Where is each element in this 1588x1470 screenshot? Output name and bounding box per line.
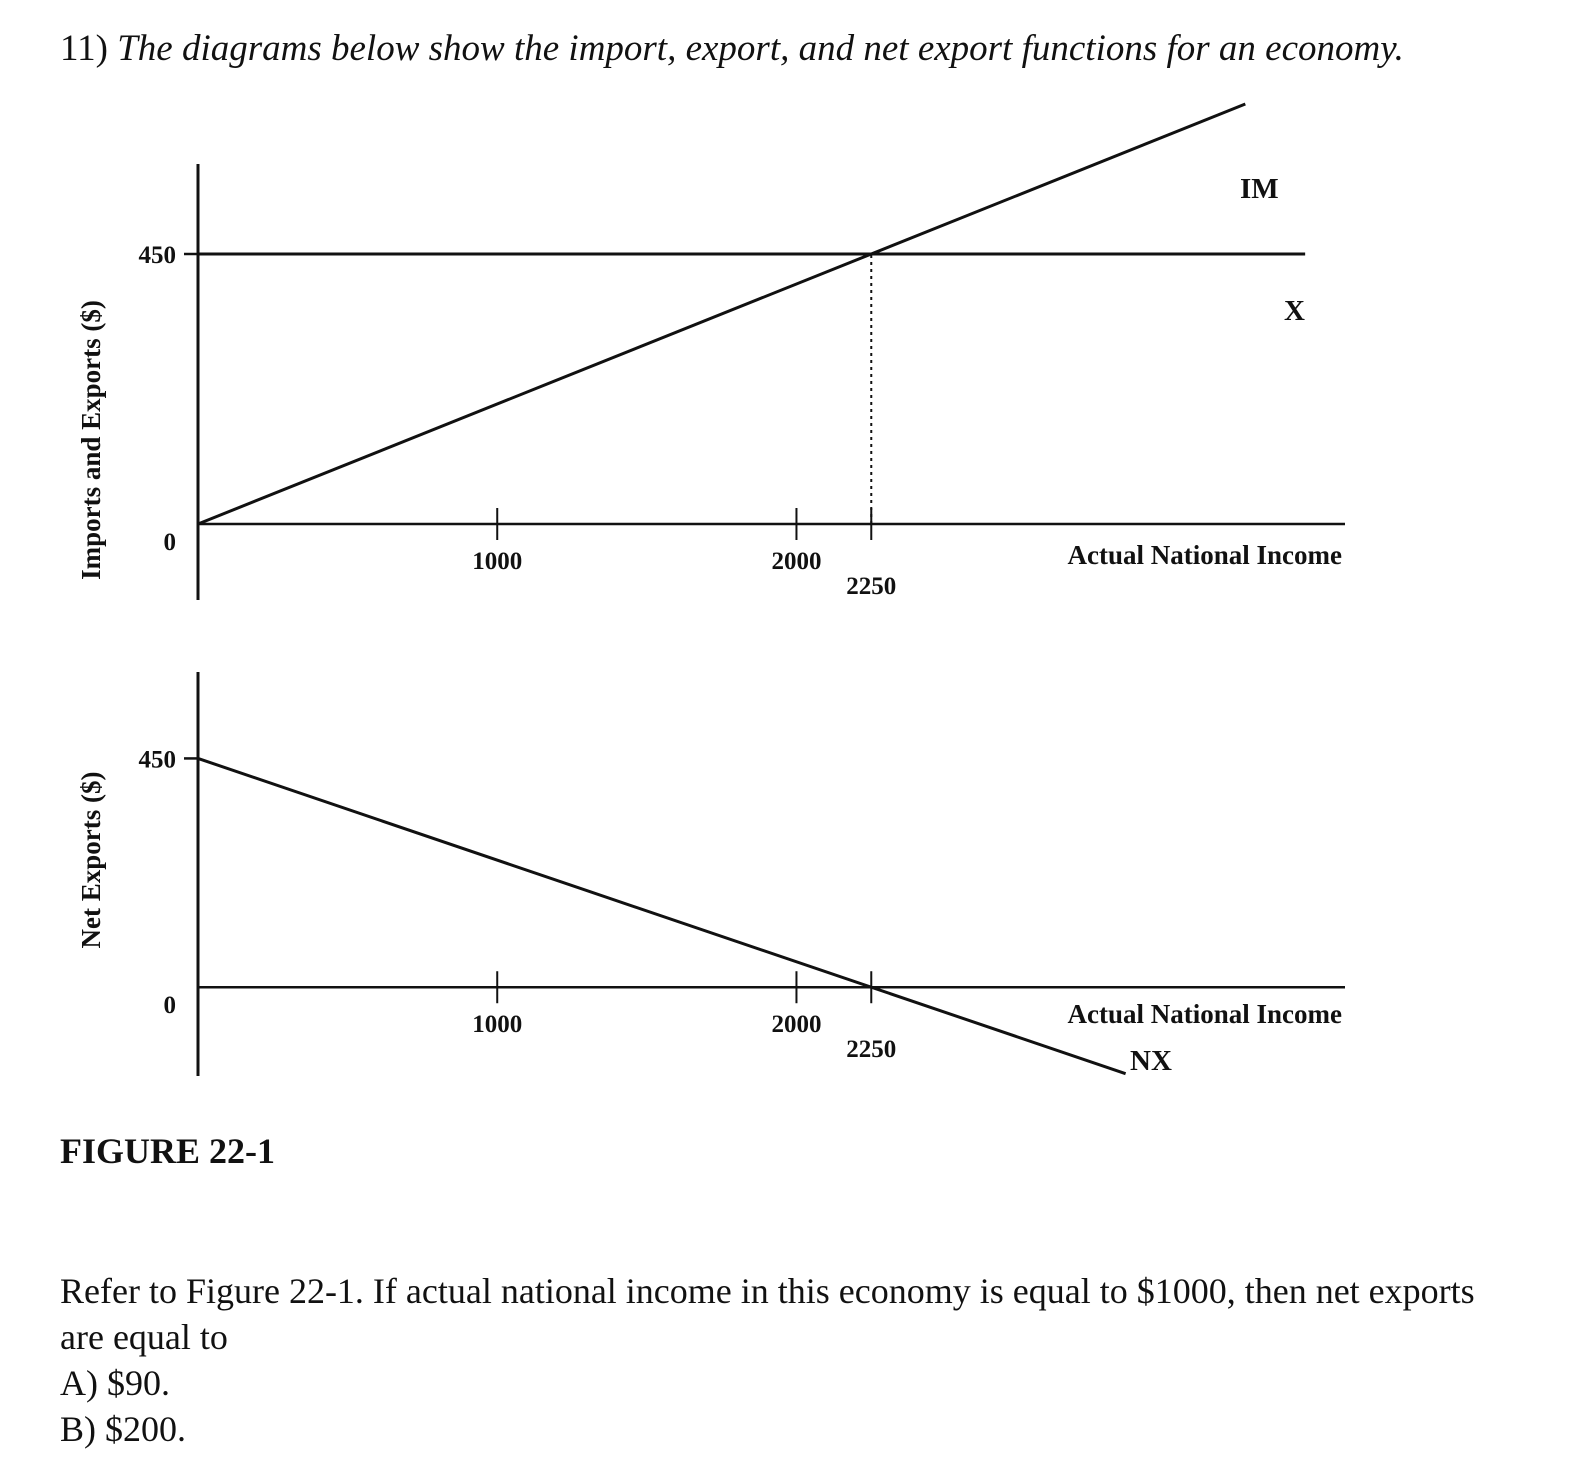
answer-choice-b[interactable]: B) $200. — [60, 1409, 186, 1449]
top-x-axis-label: Actual National Income — [1067, 540, 1342, 570]
top-series-im-line — [198, 104, 1245, 524]
question-number: 11) — [60, 28, 108, 69]
bottom-y-tick-label: 0 — [163, 992, 176, 1020]
top-x-tick-label: 2250 — [846, 573, 897, 600]
top-x-tick-label: 2000 — [771, 548, 822, 575]
question-stem: The diagrams below show the import, export, and net export functions for an economy. — [117, 28, 1404, 69]
answer-choice-a[interactable]: A) $90. — [60, 1363, 170, 1403]
bottom-x-tick-label: 2000 — [771, 1011, 822, 1039]
bottom-series-nx-label: NX — [1130, 1045, 1172, 1077]
bottom-y-axis-label: Net Exports ($) — [76, 771, 106, 949]
figure-caption: FIGURE 22-1 — [60, 1131, 275, 1171]
bottom-x-tick-label: 1000 — [472, 1011, 523, 1039]
top-series-im-label: IM — [1240, 173, 1279, 205]
top-y-tick-label: 450 — [138, 242, 176, 269]
bottom-x-axis-label: Actual National Income — [1067, 999, 1342, 1030]
top-y-axis-label: Imports and Exports ($) — [76, 300, 106, 580]
bottom-series-nx-line — [198, 758, 1126, 1073]
bottom-chart — [76, 672, 1345, 1077]
top-y-tick-label: 0 — [163, 529, 176, 556]
question-text: Refer to Figure 22-1. If actual national income in this economy is equal to $1000, then net exports are equal to — [60, 1271, 1475, 1357]
top-x-tick-label: 1000 — [472, 548, 523, 575]
top-chart — [76, 104, 1345, 600]
bottom-y-tick-label: 450 — [138, 746, 176, 774]
bottom-x-tick-label: 2250 — [846, 1036, 897, 1064]
top-series-x-label: X — [1284, 295, 1305, 327]
